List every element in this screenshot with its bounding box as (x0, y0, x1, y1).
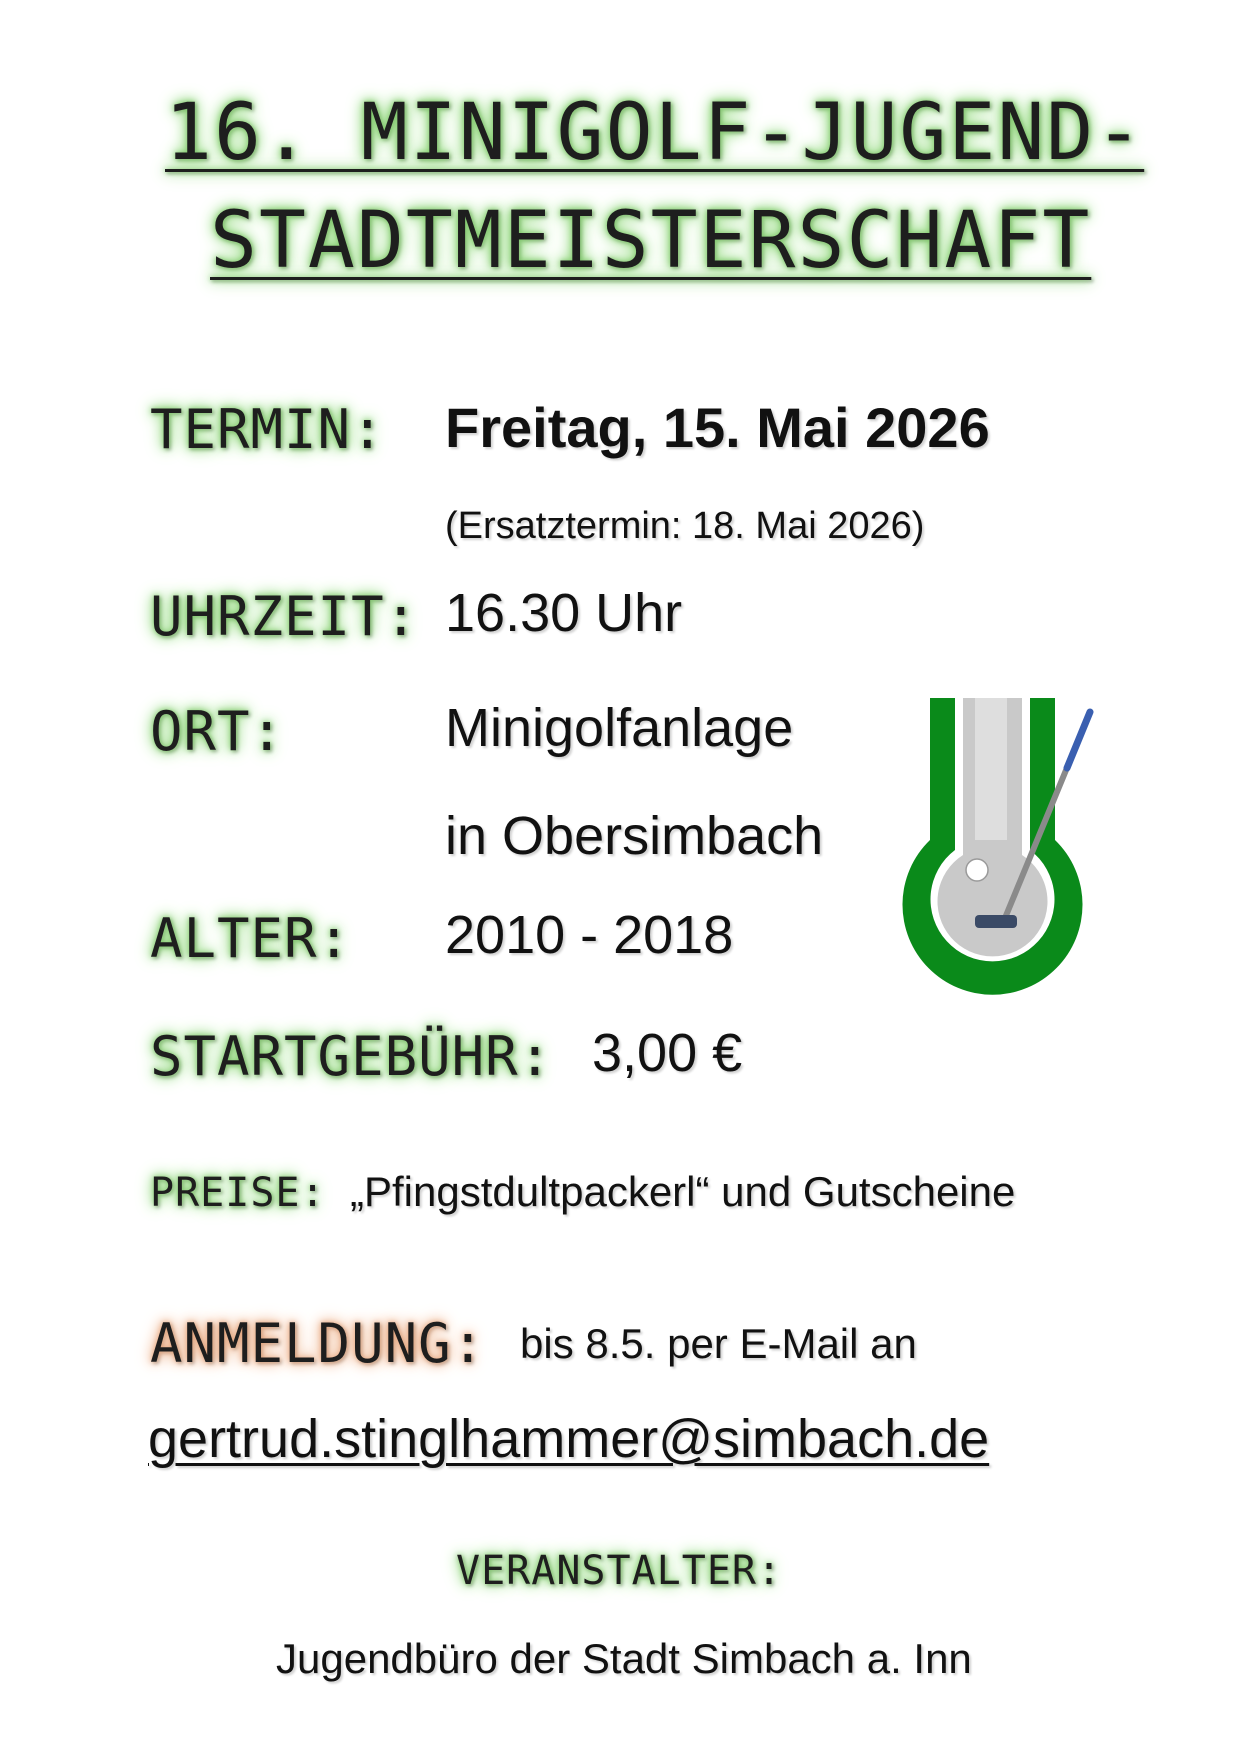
course-lane-highlight (975, 698, 1007, 840)
minigolf-course-icon (885, 690, 1110, 1005)
anmeldung-label: ANMELDUNG: (150, 1312, 486, 1375)
ort-line-1: Minigolfanlage (445, 698, 794, 758)
ort-label: ORT: (150, 700, 285, 763)
termin-value: Freitag, 15. Mai 2026 (445, 396, 990, 459)
email-link[interactable]: gertrud.stinglhammer@simbach.de (148, 1409, 990, 1469)
alter-value: 2010 - 2018 (445, 905, 734, 965)
preise-value: „Pfingstdultpackerl“ und Gutscheine (350, 1168, 1016, 1215)
club-head (975, 915, 1017, 928)
ersatztermin: (Ersatztermin: 18. Mai 2026) (445, 505, 925, 547)
title-line-2: STADTMEISTERSCHAFT (210, 196, 1092, 286)
veranstalter-label: VERANSTALTER: (456, 1548, 783, 1594)
termin-label: TERMIN: (150, 398, 385, 461)
title-line-1: 16. MINIGOLF-JUGEND- (165, 88, 1145, 178)
golf-ball-icon (966, 859, 988, 881)
startgebuehr-label: STARTGEBÜHR: (150, 1025, 553, 1088)
ort-line-2: in Obersimbach (445, 806, 824, 866)
veranstalter-value: Jugendbüro der Stadt Simbach a. Inn (276, 1635, 972, 1682)
preise-label: PREISE: (150, 1170, 326, 1216)
startgebuehr-value: 3,00 € (592, 1023, 743, 1083)
alter-label: ALTER: (150, 907, 352, 970)
club-grip (1067, 712, 1090, 768)
uhrzeit-value: 16.30 Uhr (445, 583, 683, 643)
anmeldung-value: bis 8.5. per E-Mail an (520, 1320, 917, 1367)
uhrzeit-label: UHRZEIT: (150, 585, 419, 648)
